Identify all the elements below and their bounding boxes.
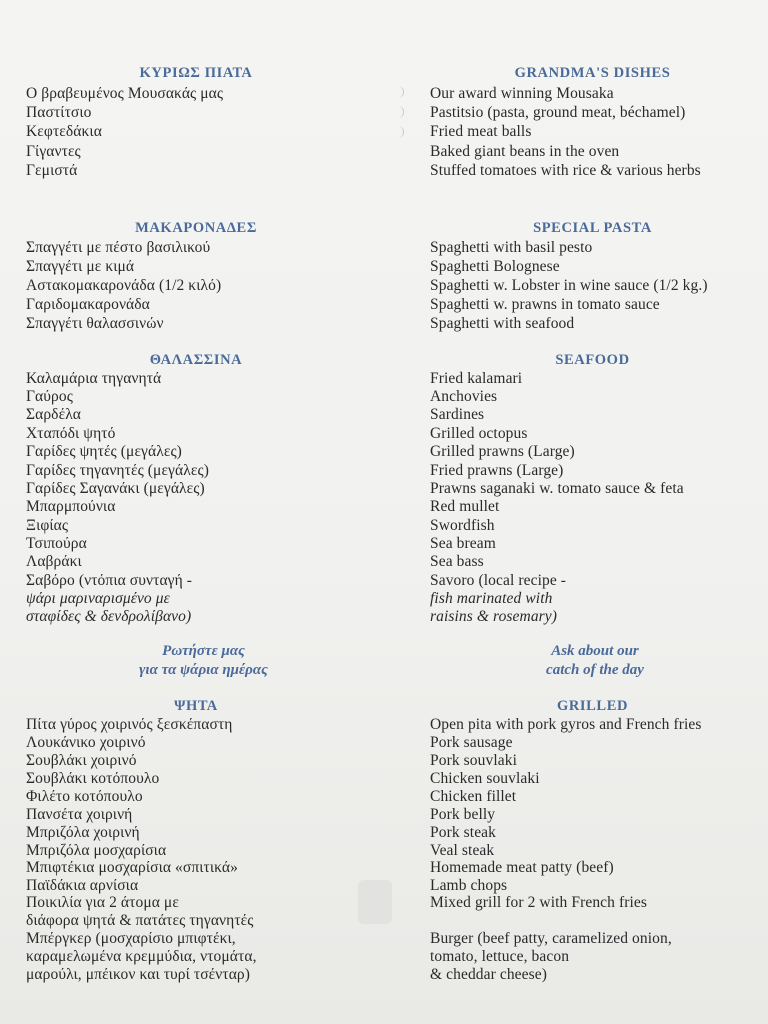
menu-item: Savoro (local recipe - [430,572,567,589]
menu-item: Pork belly [430,806,496,823]
menu-item: Veal steak [430,842,495,859]
section-heading-grilled-gr: ΨΗΤΑ [174,698,218,714]
menu-item: Σαβόρο (ντόπια συνταγή - [26,572,193,589]
menu-item: Ο βραβευμένος Μουσακάς μας [26,85,224,102]
menu-item: Spaghetti with basil pesto [430,239,593,256]
menu-item: μαρούλι, μπέικον και τυρί τσένταρ) [26,966,251,983]
menu-item: Γαρίδες Σαγανάκι (μεγάλες) [26,480,205,497]
menu-item: Γαρίδες ψητές (μεγάλες) [26,443,182,460]
menu-item: Fried meat balls [430,123,532,140]
menu-item: Μπριζόλα μοσχαρίσια [26,842,167,859]
menu-item: Spaghetti with seafood [430,315,575,332]
menu-item: Σουβλάκι κοτόπουλο [26,770,160,787]
menu-item: Our award winning Mousaka [430,85,614,102]
section-heading-pasta-en: SPECIAL PASTA [533,220,652,236]
menu-item: Spaghetti Bolognese [430,258,560,275]
menu-item: Homemade meat patty (beef) [430,859,614,876]
section-heading-seafood-en: SEAFOOD [555,352,630,368]
menu-item: Ποικιλία για 2 άτομα με [26,894,179,911]
menu-item: Μπαρμπούνια [26,498,116,515]
menu-item: Chicken souvlaki [430,770,540,787]
menu-column-english [430,0,768,1024]
menu-item: Αστακομακαρονάδα (1/2 κιλό) [26,277,222,294]
menu-item: Fried prawns (Large) [430,462,564,479]
menu-item: Sea bass [430,553,484,570]
catch-of-day-line1-gr: Ρωτήστε μας [162,643,245,659]
menu-item: Καλαμάρια τηγανητά [26,370,162,387]
menu-item: Pork steak [430,824,497,841]
menu-item: Λαβράκι [26,553,82,570]
section-heading-grilled-en: GRILLED [556,698,629,714]
menu-item: Σπαγγέτι με κιμά [26,258,135,275]
menu-item-detail: ψάρι μαριναρισμένο με [26,590,170,607]
menu-item: Σπαγγέτι με πέστο βασιλικού [26,239,211,256]
menu-item: Sea bream [430,535,496,552]
menu-item: Γαύρος [26,388,73,405]
menu-item: Γίγαντες [26,143,81,160]
menu-item: Prawns saganaki w. tomato sauce & feta [430,480,684,497]
menu-item: Σουβλάκι χοιρινό [26,752,137,769]
section-heading-mains-gr: ΚΥΡΙΩΣ ΠΙΑΤΑ [139,65,253,81]
menu-item: Τσιπούρα [26,535,87,552]
menu-item-detail: raisins & rosemary) [430,608,558,625]
menu-item: Chicken fillet [430,788,517,805]
menu-item: & cheddar cheese) [430,966,548,983]
menu-item: διάφορα ψητά & πατάτες τηγανητές [26,912,254,929]
section-heading-pasta-gr: ΜΑΚΑΡΟΝΑΔΕΣ [135,220,257,236]
menu-item: Sardines [430,406,485,423]
menu-item: Stuffed tomatoes with rice & various herbs [430,162,701,179]
menu-item: Ξιφίας [26,517,69,534]
menu-item: Lamb chops [430,877,508,894]
menu-item: Σπαγγέτι θαλασσινών [26,315,164,332]
menu-item: Πανσέτα χοιρινή [26,806,133,823]
menu-item: Φιλέτο κοτόπουλο [26,788,143,805]
menu-item: Anchovies [430,388,498,405]
menu-item: Μπιφτέκια μοσχαρίσια «σπιτικά» [26,859,238,876]
menu-item: Μπριζόλα χοιρινή [26,824,140,841]
menu-item: Pork sausage [430,734,513,751]
menu-item: Γαριδομακαρονάδα [26,296,150,313]
section-heading-mains-en: GRANDMA'S DISHES [514,65,671,81]
menu-item-detail: fish marinated with [430,590,553,607]
menu-item: Πίτα γύρος χοιρινός ξεσκέπαστη [26,716,233,733]
menu-item: Γεμιστά [26,162,78,179]
menu-item: Χταπόδι ψητό [26,425,116,442]
menu-item: Pork souvlaki [430,752,517,769]
menu-item: Μπέργκερ (μοσχαρίσιο μπιφτέκι, [26,930,236,947]
menu-item: Grilled octopus [430,425,528,442]
menu-item: Λουκάνικο χοιρινό [26,734,146,751]
menu-item-detail: σταφίδες & δενδρολίβανο) [26,608,192,625]
catch-of-day-line2-en: catch of the day [546,662,644,678]
menu-item: Open pita with pork gyros and French fries [430,716,702,733]
menu-column-greek [26,0,386,1024]
menu-item: Grilled prawns (Large) [430,443,575,460]
menu-item: Παστίτσιο [26,104,92,121]
menu-item: Γαρίδες τηγανητές (μεγάλες) [26,462,209,479]
menu-item: Σαρδέλα [26,406,82,423]
menu-item: καραμελωμένα κρεμμύδια, ντομάτα, [26,948,257,965]
section-heading-seafood-gr: ΘΑΛΑΣΣΙΝΑ [149,352,243,368]
paper-fold-mark [397,86,404,98]
menu-item: Spaghetti w. prawns in tomato sauce [430,296,660,313]
menu-item: Κεφτεδάκια [26,123,102,140]
menu-item: Spaghetti w. Lobster in wine sauce (1/2 kg.) [430,277,708,294]
menu-item: Red mullet [430,498,500,515]
menu-item: Pastitsio (pasta, ground meat, béchamel) [430,104,686,121]
catch-of-day-line1-en: Ask about our [551,643,639,659]
paper-fold-mark [397,106,404,118]
catch-of-day-line2-gr: για τα ψάρια ημέρας [139,662,268,678]
menu-item: Burger (beef patty, caramelized onion, [430,930,672,947]
menu-item: Swordfish [430,517,495,534]
menu-item: Baked giant beans in the oven [430,143,620,160]
menu-item: Fried kalamari [430,370,523,387]
menu-item: tomato, lettuce, bacon [430,948,570,965]
menu-item: Mixed grill for 2 with French fries [430,894,648,911]
paper-smudge [358,880,392,924]
paper-fold-mark [397,126,404,138]
menu-item: Παϊδάκια αρνίσια [26,877,139,894]
